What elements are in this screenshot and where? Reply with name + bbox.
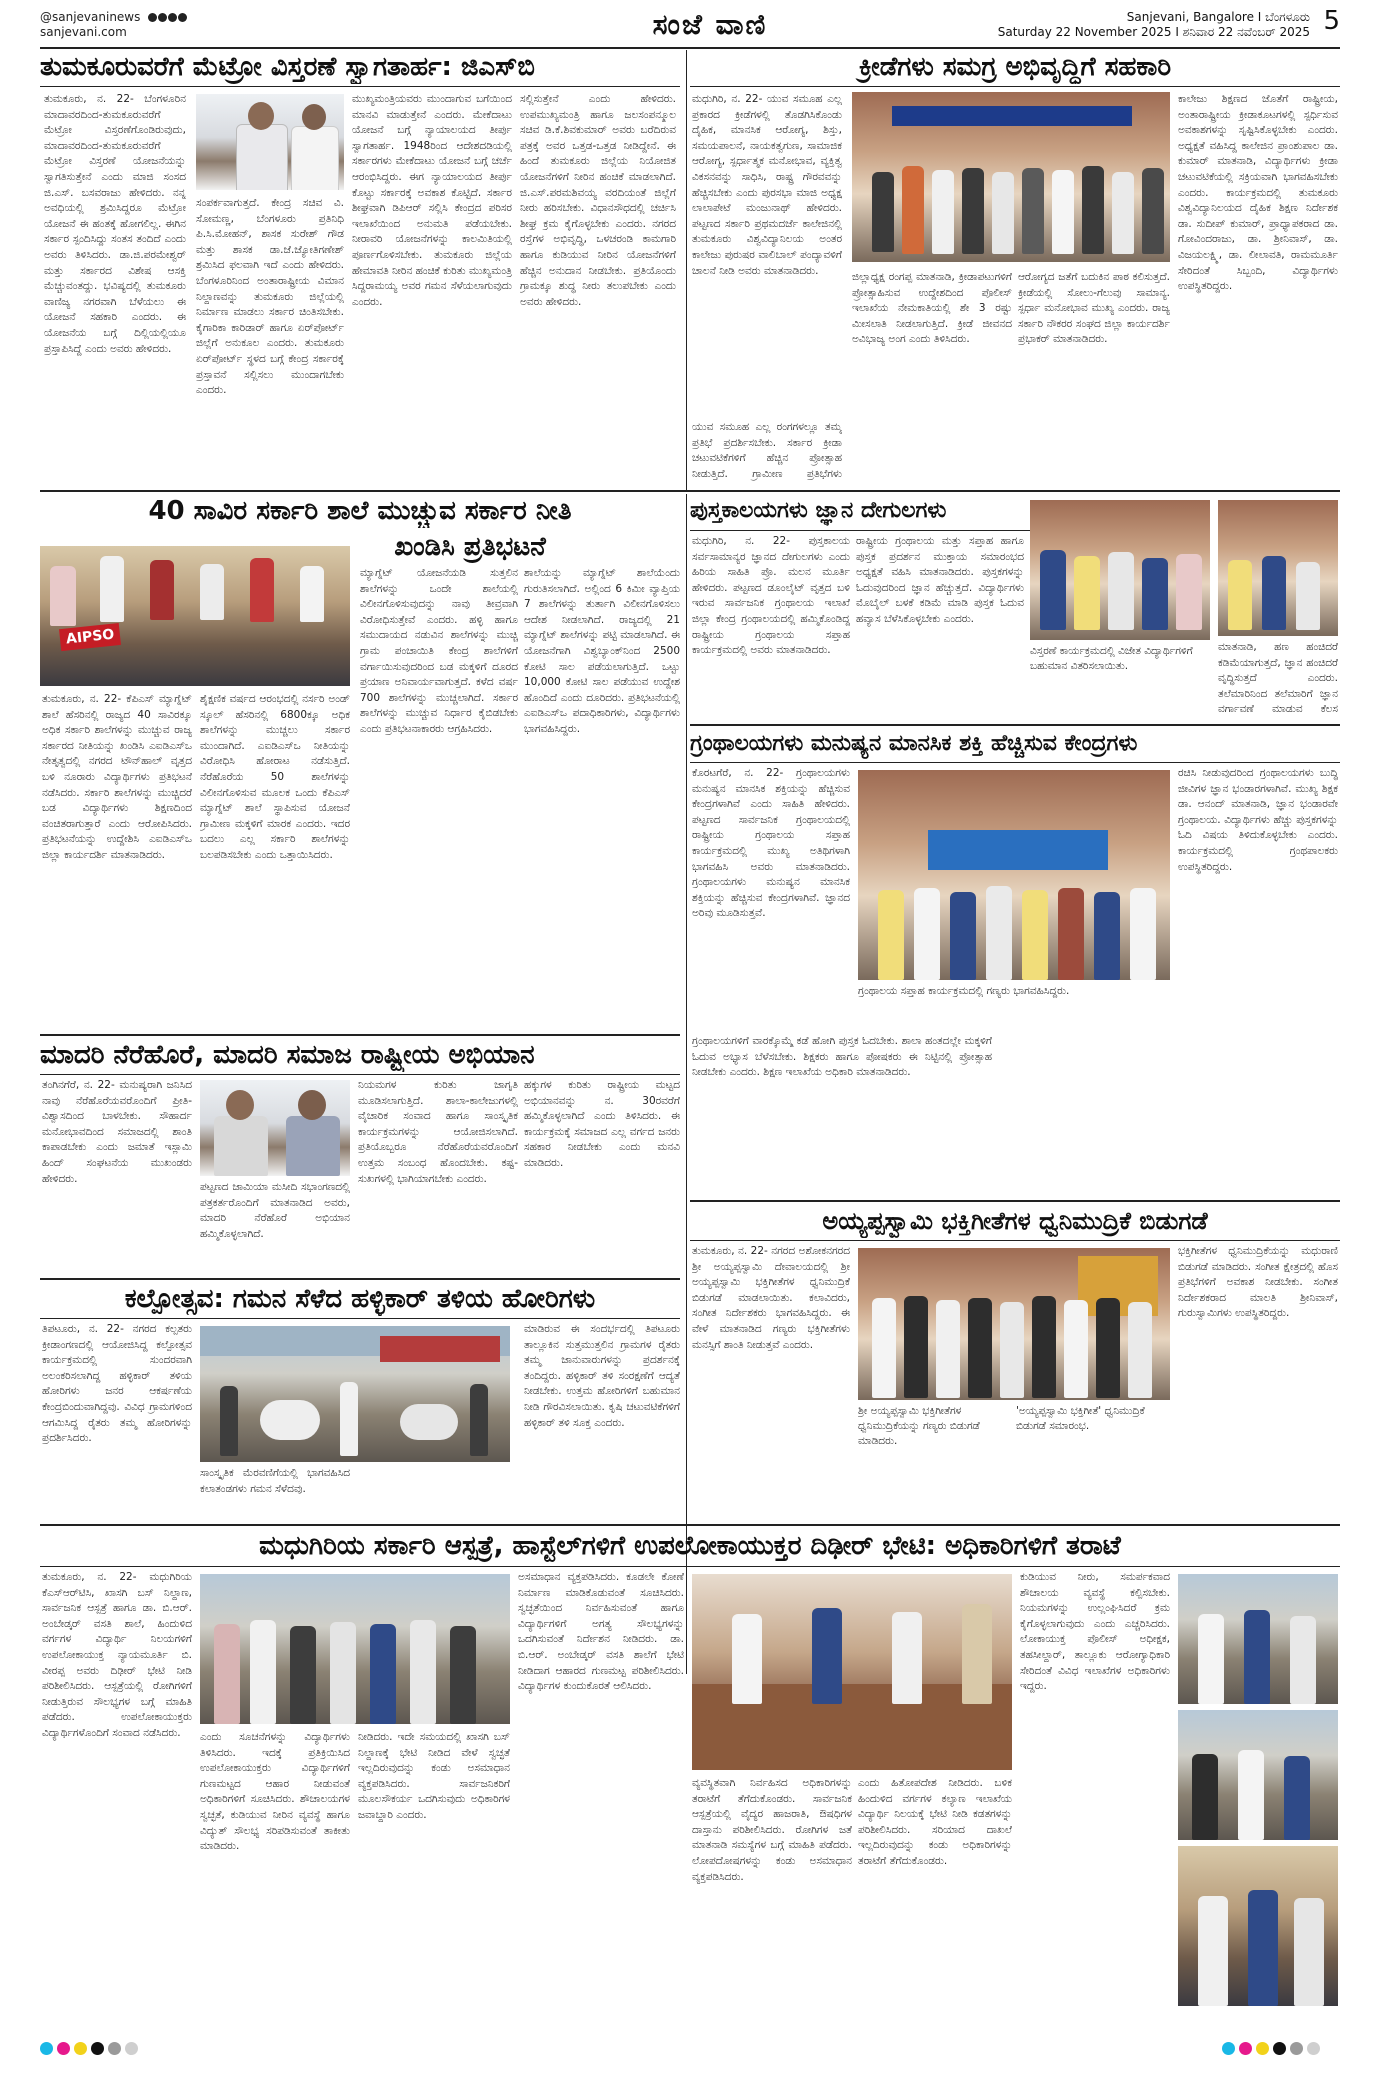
mental-col-1: ಕೊರಟಗೆರೆ, ನ. 22- ಗ್ರಂಥಾಲಯಗಳು ಮನುಷ್ಯನ ಮಾನಸಿಕ ಶಕ್ತಿಯನ್ನು ಹೆಚ್ಚಿಸುವ ಕೇಂದ್ರಗಳಾಗಿವೆ ಎಂದು ಸಾಹಿತಿ ಹೇಳಿದರು. ಪಟ್ಟಣದ ಸಾರ್ವಜನಿಕ ಗ್ರಂಥಾಲಯದಲ್ಲಿ ರಾಷ್ಟ್ರೀಯ ಗ್ರಂಥಾಲಯ ಸಪ್ತಾಹ ಕಾರ್ಯಕ್ರಮದಲ್ಲಿ ಮುಖ್ಯ ಅತಿಥಿಗಳಾಗಿ ಭಾಗವಹಿಸಿ ಅವರು ಮಾತನಾಡಿದರು. ಗ್ರಂಥಾಲಯಗಳು ಮನುಷ್ಯನ ಮಾನಸಿಕ ಶಕ್ತಿಯನ್ನು ಹೆಚ್ಚಿಸುವ ಕೇಂದ್ರಗಳಾಗಿವೆ. ಜ್ಞಾನದ ಅರಿವು ಮೂಡಿಸುತ್ತವೆ. [692, 767, 850, 920]
headline-ayyappa: ಅಯ್ಯಪ್ಪಸ್ವಾಮಿ ಭಕ್ತಿಗೀತೆಗಳ ಧ್ವನಿಮುದ್ರಿಕೆ ಬಿಡುಗಡೆ [822, 1207, 1208, 1235]
masthead-left [40, 10, 188, 40]
schools-col-4: ಶಾಲೆಯನ್ನು ಮ್ಯಾಗ್ನೆಟ್ ಶಾಲೆಯೆಂದು ಗುರುತಿಸಲಾಗಿದೆ. ಅಲ್ಲಿಂದ 6 ಕಿಮೀ ವ್ಯಾಪ್ತಿಯ 7 ಶಾಲೆಗಳನ್ನು ತುರ್ತಾಗಿ ವಿಲೀನಗೊಳಿಸಲು ಆದೇಶ ನೀಡಲಾಗಿದೆ. ರಾಜ್ಯದಲ್ಲಿ 21 ಮ್ಯಾಗ್ನೆಟ್ ಶಾಲೆಗಳನ್ನು ಪಟ್ಟಿ ಮಾಡಲಾಗಿದೆ. ಈ ಯೋಜನೆಗಾಗಿ ವಿಶ್ವಬ್ಯಾಂಕ್‌ನಿಂದ 2500 ಕೋಟಿ ಸಾಲ ಪಡೆಯಲಾಗುತ್ತಿದೆ. ಒಟ್ಟು 10,000 ಕೋಟಿ ಸಾಲ ಪಡೆಯುವ ಉದ್ದೇಶ ಹೊಂದಿದೆ ಎಂದು ದೂರಿದರು. ಪ್ರತಿಭಟನೆಯಲ್ಲಿ ಎಐಡಿಎಸ್‌ಒ ಪದಾಧಿಕಾರಿಗಳು, ವಿದ್ಯಾರ್ಥಿಗಳು ಭಾಗವಹಿಸಿದ್ದರು. [524, 567, 680, 735]
masthead [40, 8, 1340, 48]
metro-col-2: ಸಂಪರ್ಕವಾಗುತ್ತದೆ. ಕೇಂದ್ರ ಸಚಿವ ವಿ. ಸೋಮಣ್ಣ, ಬೆಂಗಳೂರು ಪ್ರತಿನಿಧಿ ಪಿ.ಸಿ.ಮೋಹನ್, ಶಾಸಕ ಸುರೇಶ್ ಗೌಡ ಮತ್ತು ಶಾಸಕ ಡಾ.ಜೆ.ಜ್ಯೋತಿಗಣೇಶ್ ಶ್ರಮಿಸಿದ ಫಲವಾಗಿ ಇದೆ ಎಂದು ಹೇಳಿದರು. ಬೆಂಗಳೂರಿನಿಂದ ಅಂತಾರಾಷ್ಟ್ರೀಯ ವಿಮಾನ ನಿಲ್ದಾಣವನ್ನು ತುಮಕೂರು ಜಿಲ್ಲೆಯಲ್ಲಿ ನಿರ್ಮಾಣ ಮಾಡಲು ಸರ್ಕಾರ ಚಿಂತಿಸಬೇಕು. ಕೈಗಾರಿಕಾ ಕಾರಿಡಾರ್ ಹಾಗೂ ಏರ್‌ಪೋರ್ಟ್ ಜಿಲ್ಲೆಗೆ ಅನುಕೂಲ ಎಂದರು. ತುಮಕೂರು ಏರ್‌ಪೋರ್ಟ್ ಸ್ಥಳದ ಬಗ್ಗೆ ಕೇಂದ್ರ ಸರ್ಕಾರಕ್ಕೆ ಪ್ರಸ್ತಾವನೆ ಸಲ್ಲಿಸಲು ಮುಂದಾಗಬೇಕು ಎಂದರು. [196, 197, 344, 397]
sports-photo [852, 92, 1170, 262]
model-col-3: ನಿಯಮಗಳ ಕುರಿತು ಜಾಗೃತಿ ಮೂಡಿಸಲಾಗುತ್ತಿದೆ. ಶಾಲಾ-ಕಾಲೇಜುಗಳಲ್ಲಿ ವೈಚಾರಿಕ ಸಂವಾದ ಹಾಗೂ ಸಾಂಸ್ಕೃತಿಕ ಕಾರ್ಯಕ್ರಮಗಳನ್ನು ಆಯೋಜಿಸಲಾಗಿದೆ. ಪ್ರತಿಯೊಬ್ಬರೂ ನೆರೆಹೊರೆಯವರೊಂದಿಗೆ ಉತ್ತಮ ಸಂಬಂಧ ಹೊಂದಬೇಕು. ಕಷ್ಟ-ಸುಖಗಳಲ್ಲಿ ಭಾಗಿಯಾಗಬೇಕು ಎಂದರು. [358, 1079, 518, 1185]
vertical-rule [686, 494, 687, 1674]
section-rule [40, 1034, 680, 1036]
hospital-photo-1 [200, 1574, 510, 1724]
vertical-rule [686, 50, 687, 490]
kalotsava-photo [200, 1326, 510, 1462]
social-icons[interactable] [148, 10, 188, 25]
sports-col-5: ಕಾಲೇಜು ಶಿಕ್ಷಣದ ಜೊತೆಗೆ ರಾಷ್ಟ್ರೀಯ, ಅಂತಾರಾಷ್ಟ್ರೀಯ ಕ್ರೀಡಾಕೂಟಗಳಲ್ಲಿ ಸ್ಪರ್ಧಿಸುವ ಅವಕಾಶಗಳನ್ನು ಸೃಷ್ಟಿಸಿಕೊಳ್ಳಬೇಕು ಎಂದರು. ಅಧ್ಯಕ್ಷತೆ ವಹಿಸಿದ್ದ ಕಾಲೇಜಿನ ಪ್ರಾಂಶುಪಾಲ ಡಾ. ಕುಮಾರ್ ಮಾತನಾಡಿ, ವಿದ್ಯಾರ್ಥಿಗಳು ಕ್ರೀಡಾ ಚಟುವಟಿಕೆಯಲ್ಲಿ ಸಕ್ರಿಯವಾಗಿ ಭಾಗವಹಿಸಬೇಕು ಎಂದರು. ಕಾರ್ಯಕ್ರಮದಲ್ಲಿ ತುಮಕೂರು ವಿಶ್ವವಿದ್ಯಾನಿಲಯದ ದೈಹಿಕ ಶಿಕ್ಷಣ ನಿರ್ದೇಶಕ ಡಾ. ಸುದೀಪ್ ಕುಮಾರ್, ಪ್ರಾಧ್ಯಾಪಕರಾದ ಡಾ. ಗೋವಿಂದರಾಜು, ಡಾ. ಶ್ರೀನಿವಾಸ್, ಡಾ. ವಿಜಯಲಕ್ಷ್ಮಿ, ಡಾ. ಲೀಲಾವತಿ, ರಾಮಮೂರ್ತಿ ಸೇರಿದಂತೆ ಸಿಬ್ಬಂದಿ, ವಿದ್ಯಾರ್ಥಿಗಳು ಉಪಸ್ಥಿತರಿದ್ದರು. [1178, 93, 1338, 293]
hospital-photo-3 [1178, 1574, 1338, 1704]
mental-photo [858, 770, 1170, 980]
hospital-photo-5 [1178, 1846, 1338, 2006]
model-photo [200, 1080, 350, 1176]
social-handle[interactable]: @sanjevaninews [40, 10, 141, 24]
dot [1290, 2042, 1303, 2055]
rule [690, 1240, 1340, 1241]
ayyappa-caption-2: 'ಅಯ್ಯಪ್ಪಸ್ವಾಮಿ ಭಕ್ತಿಗೀತೆ' ಧ್ವನಿಮುದ್ರಿಕೆ ಬಿಡುಗಡೆ ಸಮಾರಂಭ. [1016, 1405, 1145, 1432]
metro-col-1: ತುಮಕೂರು, ನ. 22- ಬೆಂಗಳೂರಿನ ಮಾದಾವರದಿಂದ-ತುಮಕೂರುವರೆಗೆ ಮೆಟ್ರೋ ವಿಸ್ತರಣೆಗೊಂಡಿರುವುದು, ಮಾದಾವರದಿಂದ-ತುಮಕೂರುವರೆಗೆ ಮೆಟ್ರೋ ವಿಸ್ತರಣೆ ಯೋಜನೆಯನ್ನು ಸ್ವಾಗತಿಸುತ್ತೇನೆ ಎಂದು ಮಾಜಿ ಸಂಸದ ಜಿ.ಎಸ್. ಬಸವರಾಜು ಹೇಳಿದರು. ನನ್ನ ಅವಧಿಯಲ್ಲಿ ಶ್ರಮಿಸಿದ್ದರೂ ಮೆಟ್ರೋ ಯೋಜನೆ ಈ ಹಂತಕ್ಕೆ ಹೋಗಲಿಲ್ಲ. ಈಗಿನ ಸರ್ಕಾರ ಸ್ಪಂದಿಸಿದ್ದು ಸಂತಸ ತಂದಿದೆ ಎಂದು ಅವರು ತಿಳಿಸಿದರು. ಡಾ.ಜಿ.ಪರಮೇಶ್ವರ್ ಮತ್ತು ಸರ್ಕಾರದ ವಿಶೇಷ ಆಸಕ್ತಿ ಮೆಚ್ಚುವಂತದ್ದು. ಭವಿಷ್ಯದಲ್ಲಿ ತುಮಕೂರು ವಾಣಿಜ್ಯ ನಗರವಾಗಿ ಬೆಳೆಯಲು ಈ ಯೋಜನೆ ಸಹಕಾರಿ ಎಂದರು. ಈ ಯೋಜನೆಯ ಬಗ್ಗೆ ದಿಲ್ಲಿಯಲ್ಲಿಯೂ ಪ್ರಸ್ತಾಪಿಸಿದ್ದೆ ಎಂದು ಅವರು ಹೇಳಿದರು. [44, 93, 186, 355]
dot [1307, 2042, 1320, 2055]
section-rule [690, 724, 1340, 726]
edition-label-kn: ಬೆಂಗಳೂರು [1265, 10, 1310, 24]
section-rule [40, 490, 1340, 492]
schools-col-1: ತುಮಕೂರು, ನ. 22- ಕೆಪಿಎಸ್ ಮ್ಯಾಗ್ನೆಟ್ ಶಾಲೆ ಹೆಸರಿನಲ್ಲಿ ರಾಜ್ಯದ 40 ಸಾವಿರಕ್ಕೂ ಅಧಿಕ ಸರ್ಕಾರಿ ಶಾಲೆಗಳನ್ನು ಮುಚ್ಚುವ ರಾಜ್ಯ ಸರ್ಕಾರದ ನೀತಿಯನ್ನು ಖಂಡಿಸಿ ಎಐಡಿಎಸ್‌ಒ ನೇತೃತ್ವದಲ್ಲಿ ನಗರದ ಟೌನ್‌ಹಾಲ್ ವೃತ್ತದ ಬಳಿ ನೂರಾರು ವಿದ್ಯಾರ್ಥಿಗಳು ಪ್ರತಿಭಟನೆ ನಡೆಸಿದರು. ಸರ್ಕಾರಿ ಶಾಲೆಗಳನ್ನು ಮುಚ್ಚಿದರೆ ಬಡ ವಿದ್ಯಾರ್ಥಿಗಳು ಶಿಕ್ಷಣದಿಂದ ವಂಚಿತರಾಗುತ್ತಾರೆ ಎಂದು ಆರೋಪಿಸಿದರು. ಪ್ರತಿಭಟನೆಯನ್ನು ಉದ್ದೇಶಿಸಿ ಎಐಡಿಎಸ್‌ಒ ಜಿಲ್ಲಾ ಕಾರ್ಯದರ್ಶಿ ಮಾತನಾಡಿದರು. [42, 693, 192, 861]
kalotsava-col-2: ಸಾಂಸ್ಕೃತಿಕ ಮೆರವಣಿಗೆಯಲ್ಲಿ ಭಾಗವಹಿಸಿದ ಕಲಾತಂಡಗಳು ಗಮನ ಸೆಳೆದವು. [200, 1467, 350, 1495]
headline-sports: ಕ್ರೀಡೆಗಳು ಸಮಗ್ರ ಅಭಿವೃದ್ಧಿಗೆ ಸಹಕಾರಿ [858, 52, 1172, 82]
library-photo-2 [1218, 500, 1338, 636]
ayyappa-col-1: ತುಮಕೂರು, ನ. 22- ನಗರದ ಅಶೋಕನಗರದ ಶ್ರೀ ಅಯ್ಯಪ್ಪಸ್ವಾಮಿ ದೇವಾಲಯದಲ್ಲಿ ಶ್ರೀ ಅಯ್ಯಪ್ಪಸ್ವಾಮಿ ಭಕ್ತಿಗೀತೆಗಳ ಧ್ವನಿಮುದ್ರಿಕೆ ಬಿಡುಗಡೆ ಮಾಡಲಾಯಿತು. ಕಲಾವಿದರು, ಸಂಗೀತ ನಿರ್ದೇಶಕರು ಭಾಗವಹಿಸಿದ್ದರು. ಈ ವೇಳೆ ಮಾತನಾಡಿದ ಗಣ್ಯರು ಭಕ್ತಿಗೀತೆಗಳು ಮನಸ್ಸಿಗೆ ಶಾಂತಿ ನೀಡುತ್ತವೆ ಎಂದರು. [692, 1245, 850, 1351]
section-rule [690, 1200, 1340, 1202]
headline-mental: ಗ್ರಂಥಾಲಯಗಳು ಮನುಷ್ಯನ ಮಾನಸಿಕ ಶಕ್ತಿ ಹೆಚ್ಚಿಸುವ ಕೇಂದ್ರಗಳು [690, 731, 1138, 756]
hospital-photo-4 [1178, 1710, 1338, 1840]
hospital-col-7: ಕುಡಿಯುವ ನೀರು, ಸಮರ್ಪಕವಾದ ಶೌಚಾಲಯ ವ್ಯವಸ್ಥೆ ಕಲ್ಪಿಸಬೇಕು. ನಿಯಮಗಳನ್ನು ಉಲ್ಲಂಘಿಸಿದರೆ ಕ್ರಮ ಕೈಗೊಳ್ಳಲಾಗುವುದು ಎಂದು ಎಚ್ಚರಿಸಿದರು. ಲೋಕಾಯುಕ್ತ ಪೊಲೀಸ್ ಅಧೀಕ್ಷಕ, ತಹಸೀಲ್ದಾರ್, ತಾಲ್ಲೂಕು ಆರೋಗ್ಯಾಧಿಕಾರಿ ಸೇರಿದಂತೆ ವಿವಿಧ ಇಲಾಖೆಗಳ ಅಧಿಕಾರಿಗಳು ಇದ್ದರು. [1020, 1571, 1170, 1693]
page-number: 5 [1323, 6, 1340, 36]
print-registration-dots-left [40, 2040, 142, 2054]
model-col-1: ತಂಗಿನಗೆರೆ, ನ. 22- ಮನುಷ್ಯರಾಗಿ ಜನಿಸಿದ ನಾವು ನೆರೆಹೊರೆಯವರೊಂದಿಗೆ ಪ್ರೀತಿ-ವಿಶ್ವಾಸದಿಂದ ಬಾಳಬೇಕು. ಸೌಹಾರ್ದ ಮನೋಭಾವದಿಂದ ಸಮಾಜದಲ್ಲಿ ಶಾಂತಿ ಕಾಪಾಡಬೇಕು ಎಂದು ಜಮಾತೆ ಇಸ್ಲಾಮಿ ಹಿಂದ್ ಸಂಘಟನೆಯ ಮುಖಂಡರು ಹೇಳಿದರು. [42, 1079, 192, 1185]
rule [690, 86, 1340, 87]
dot [1256, 2042, 1269, 2055]
twitter-icon [168, 13, 177, 22]
date-kannada: ಶನಿವಾರ 22 ನವೆಂಬರ್ 2025 [1182, 25, 1310, 39]
date-english: Saturday 22 November 2025 [997, 25, 1172, 39]
dot [57, 2042, 70, 2055]
hospital-col-1: ತುಮಕೂರು, ನ. 22- ಮಧುಗಿರಿಯ ಕೆಎಸ್‌ಆರ್‌ಟಿಸಿ, ಖಾಸಗಿ ಬಸ್ ನಿಲ್ದಾಣ, ಸಾರ್ವಜನಿಕ ಆಸ್ಪತ್ರೆ ಹಾಗೂ ಡಾ. ಬಿ.ಆರ್. ಅಂಬೇಡ್ಕರ್ ವಸತಿ ಶಾಲೆ, ಹಿಂದುಳಿದ ವರ್ಗಗಳ ವಿದ್ಯಾರ್ಥಿ ನಿಲಯಗಳಿಗೆ ಉಪಲೋಕಾಯುಕ್ತ ನ್ಯಾಯಮೂರ್ತಿ ಬಿ. ವೀರಪ್ಪ ಅವರು ದಿಢೀರ್ ಭೇಟಿ ನೀಡಿ ಪರಿಶೀಲಿಸಿದರು. ಆಸ್ಪತ್ರೆಯಲ್ಲಿ ರೋಗಿಗಳಿಗೆ ನೀಡುತ್ತಿರುವ ಸೌಲಭ್ಯಗಳ ಬಗ್ಗೆ ಮಾಹಿತಿ ಪಡೆದರು. ಉಪಲೋಕಾಯುಕ್ತರು ವಿದ್ಯಾರ್ಥಿಗಳೊಂದಿಗೆ ಸಂವಾದ ನಡೆಸಿದರು. [42, 1571, 192, 1739]
library-photo [1030, 500, 1210, 640]
edition-label: Sanjevani, Bangalore I [1126, 10, 1262, 24]
library-caption: ವಿಸ್ತರಣೆ ಕಾರ್ಯಕ್ರಮದಲ್ಲಿ ವಿಜೇತ ವಿದ್ಯಾರ್ಥಿಗಳಿಗೆ ಬಹುಮಾನ ವಿತರಿಸಲಾಯಿತು. [1030, 645, 1193, 672]
dot [1239, 2042, 1252, 2055]
newspaper-logo: ಸಂಜೆ ವಾಣಿ [652, 8, 768, 41]
library-col-1: ಮಧುಗಿರಿ, ನ. 22- ಪುಸ್ತಕಾಲಯ ಸರ್ವಸಾಮಾನ್ಯರ ಜ್ಞಾನದ ದೇಗುಲಗಳು ಎಂದು ಹಿರಿಯ ಸಾಹಿತಿ ಪ್ರೊ. ಮಲನ ಮೂರ್ತಿ ಹೇಳಿದರು. ಪಟ್ಟಣದ ಡೂಂಲೈಟ್ ವೃತ್ತದ ಬಳಿ ಇರುವ ಸಾರ್ವಜನಿಕ ಗ್ರಂಥಾಲಯ ಇಲಾಖೆ ಜಿಲ್ಲಾ ಕೇಂದ್ರ ಗ್ರಂಥಾಲಯದಲ್ಲಿ ಹಮ್ಮಿಕೊಂಡಿದ್ದ ರಾಷ್ಟ್ರೀಯ ಗ್ರಂಥಾಲಯ ಸಪ್ತಾಹ ಕಾರ್ಯಕ್ರಮದಲ್ಲಿ ಅವರು ಮಾತನಾಡಿದರು. [692, 535, 850, 657]
schools-col-2: ಶೈಕ್ಷಣಿಕ ವರ್ಷದ ಆರಂಭದಲ್ಲಿ ನರ್ಸರಿ ಅಂಡ್ ಸ್ಕೂಲ್ ಹೆಸರಿನಲ್ಲಿ 6800ಕ್ಕೂ ಅಧಿಕ ಶಾಲೆಗಳನ್ನು ಮುಚ್ಚಲು ಸರ್ಕಾರ ಮುಂದಾಗಿದೆ. ಎಐಡಿಎಸ್‌ಒ ನೀತಿಯನ್ನು ವಿರೋಧಿಸಿ ಹೋರಾಟ ನಡೆಸುತ್ತಿದೆ. ನೆರೆಹೊರೆಯ 50 ಶಾಲೆಗಳನ್ನು ವಿಲೀನಗೊಳಿಸುವ ಮೂಲಕ ಒಂದು ಕೆಪಿಎಸ್ ಮ್ಯಾಗ್ನೆಟ್ ಶಾಲೆ ಸ್ಥಾಪಿಸುವ ಯೋಜನೆ ಗ್ರಾಮೀಣ ಮಕ್ಕಳಿಗೆ ಮಾರಕ ಎಂದರು. ಇದರ ಬದಲು ಎಲ್ಲ ಸರ್ಕಾರಿ ಶಾಲೆಗಳನ್ನು ಬಲಪಡಿಸಬೇಕು ಎಂದು ಒತ್ತಾಯಿಸಿದರು. [200, 693, 350, 861]
sports-col-2: ಯುವ ಸಮೂಹ ಎಲ್ಲ ರಂಗಗಳಲ್ಲೂ ತಮ್ಮ ಪ್ರತಿಭೆ ಪ್ರದರ್ಶಿಸಬೇಕು. ಸರ್ಕಾರ ಕ್ರೀಡಾ ಚಟುವಟಿಕೆಗಳಿಗೆ ಹೆಚ್ಚಿನ ಪ್ರೋತ್ಸಾಹ ನೀಡುತ್ತಿದೆ. ಗ್ರಾಮೀಣ ಪ್ರತಿಭೆಗಳು [692, 421, 842, 480]
rule [690, 762, 1340, 763]
protest-banner: AIPSO [59, 623, 121, 651]
kalotsava-col-3: ಮಾಡಿರುವ ಈ ಸಂದರ್ಭದಲ್ಲಿ ತಿಪಟೂರು ತಾಲ್ಲೂಕಿನ ಸುತ್ತಮುತ್ತಲಿನ ಗ್ರಾಮಗಳ ರೈತರು ತಮ್ಮ ಜಾನುವಾರುಗಳನ್ನು ಪ್ರದರ್ಶನಕ್ಕೆ ತಂದಿದ್ದರು. ಹಳ್ಳಿಕಾರ್ ತಳಿ ಸಂರಕ್ಷಣೆಗೆ ಆದ್ಯತೆ ನೀಡಬೇಕು. ಉತ್ತಮ ಹೋರಿಗಳಿಗೆ ಬಹುಮಾನ ನೀಡಿ ಗೌರವಿಸಲಾಯಿತು. ಕೃಷಿ ಚಟುವಟಿಕೆಗಳಿಗೆ ಹಳ್ಳಿಕಾರ್ ತಳಿ ಸೂಕ್ತ ಎಂದರು. [524, 1323, 680, 1429]
hospital-photo-2 [692, 1574, 1012, 1770]
rule [40, 86, 680, 87]
schools-protest-photo [40, 546, 350, 686]
ayyappa-col-2: ಭಕ್ತಿಗೀತೆಗಳ ಧ್ವನಿಮುದ್ರಿಕೆಯನ್ನು ಮಧುರಾಣಿ ಬಿಡುಗಡೆ ಮಾಡಿದರು. ಸಂಗೀತ ಕ್ಷೇತ್ರದಲ್ಲಿ ಹೊಸ ಪ್ರತಿಭೆಗಳಿಗೆ ಅವಕಾಶ ನೀಡಬೇಕು. ಸಂಗೀತ ನಿರ್ದೇಶಕರಾದ ಮಾಲತಿ ಶ್ರೀನಿವಾಸ್, ಗುರುಸ್ವಾಮಿಗಳು ಉಪಸ್ಥಿತರಿದ್ದರು. [1178, 1245, 1338, 1320]
metro-col-3: ಮುಖ್ಯಮಂತ್ರಿಯವರು ಮುಂದಾಗುವ ಬಗೆಯಿಂದ ಮಾನವಿ ಮಾಡುತ್ತೇನೆ ಎಂದರು. ಮೇಕೆದಾಟು ಯೋಜನೆ ಬಗ್ಗೆ ನ್ಯಾಯಾಲಯದ ತೀರ್ಪು ಸ್ವಾಗತಾರ್ಹ. 1948ರಿಂದ ಆದೇಶದಡಿಯಲ್ಲಿ ಸರ್ಕಾರಗಳು ಮೇಕೆದಾಟು ಯೋಜನೆ ಬಗ್ಗೆ ಚರ್ಚೆ ಆರಂಭಿಸಿದ್ದರು. ಈಗ ನ್ಯಾಯಾಲಯದ ತೀರ್ಪು ಕೊಟ್ಟು ಸರ್ಕಾರಕ್ಕೆ ಅವಕಾಶ ಕೊಟ್ಟಿದೆ. ಸರ್ಕಾರ ಶೀಘ್ರವಾಗಿ ಡಿಪಿಆರ್ ಸಲ್ಲಿಸಿ ಕೇಂದ್ರದ ಪರಿಸರ ಇಲಾಖೆಯಿಂದ ಅನುಮತಿ ಪಡೆಯಬೇಕು. ನೀರಾವರಿ ಯೋಜನೆಗಳನ್ನು ಕಾಲಮಿತಿಯಲ್ಲಿ ಪೂರ್ಣಗೊಳಿಸಬೇಕು. ತುಮಕೂರು ಜಿಲ್ಲೆಯ ಹೇಮಾವತಿ ನೀರಿನ ಹಂಚಿಕೆ ಕುರಿತು ಮುಖ್ಯಮಂತ್ರಿ ಸಿದ್ದರಾಮಯ್ಯ ಅವರ ಗಮನ ಸೆಳೆಯಲಾಗುವುದು ಎಂದರು. [352, 93, 512, 308]
dot [1222, 2042, 1235, 2055]
ayyappa-caption-1: ಶ್ರೀ ಅಯ್ಯಪ್ಪಸ್ವಾಮಿ ಭಕ್ತಿಗೀತೆಗಳ ಧ್ವನಿಮುದ್ರಿಕೆಯನ್ನು ಗಣ್ಯರು ಬಿಡುಗಡೆ ಮಾಡಿದರು. [858, 1405, 980, 1447]
dot [108, 2042, 121, 2055]
dot [74, 2042, 87, 2055]
dot [1273, 2042, 1286, 2055]
headline-library: ಪುಸ್ತಕಾಲಯಗಳು ಜ್ಞಾನ ದೇಗುಲಗಳು [690, 498, 947, 523]
mental-col-3: ರಚಿಸಿ ನೀಡುವುದರಿಂದ ಗ್ರಂಥಾಲಯಗಳು ಬುದ್ಧಿ ಜೀವಿಗಳ ಜ್ಞಾನ ಭಂಡಾರಗಳಾಗಿವೆ. ಮುಖ್ಯ ಶಿಕ್ಷಕ ಡಾ. ಆನಂದ್ ಮಾತನಾಡಿ, ಜ್ಞಾನ ಭಂಡಾರವೇ ಗ್ರಂಥಾಲಯ. ವಿದ್ಯಾರ್ಥಿಗಳು ಹೆಚ್ಚು ಪುಸ್ತಕಗಳನ್ನು ಓದಿ ವಿಷಯ ತಿಳಿದುಕೊಳ್ಳಬೇಕು ಎಂದರು. ಕಾರ್ಯಕ್ರಮದಲ್ಲಿ ಗ್ರಂಥಪಾಲಕರು ಉಪಸ್ಥಿತರಿದ್ದರು. [1178, 767, 1338, 873]
dot [40, 2042, 53, 2055]
hospital-col-5: ವ್ಯವಸ್ಥಿತವಾಗಿ ನಿರ್ವಹಿಸದ ಅಧಿಕಾರಿಗಳನ್ನು ತರಾಟೆಗೆ ತೆಗೆದುಕೊಂಡರು. ಸಾರ್ವಜನಿಕ ಆಸ್ಪತ್ರೆಯಲ್ಲಿ ವೈದ್ಯರ ಹಾಜರಾತಿ, ಔಷಧಿಗಳ ದಾಸ್ತಾನು ಪರಿಶೀಲಿಸಿದರು. ರೋಗಿಗಳ ಜತೆ ಮಾತನಾಡಿ ಸಮಸ್ಯೆಗಳ ಬಗ್ಗೆ ಮಾಹಿತಿ ಪಡೆದರು. ಲೋಪದೋಷಗಳನ್ನು ಕಂಡು ಅಸಮಾಧಾನ ವ್ಯಕ್ತಪಡಿಸಿದರು. [692, 1777, 852, 1883]
schools-col-3: ಮ್ಯಾಗ್ನೆಟ್ ಯೋಜನೆಯಡಿ ಸುತ್ತಲಿನ ಶಾಲೆಗಳನ್ನು ಒಂದೇ ಶಾಲೆಯಲ್ಲಿ ವಿಲೀನಗೊಳಿಸುವುದನ್ನು ನಾವು ತೀವ್ರವಾಗಿ ವಿರೋಧಿಸುತ್ತೇವೆ ಎಂದರು. ಹಳ್ಳಿ ಹಾಗೂ ಸಮುದಾಯದ ನಡುವಿನ ಶಾಲೆಗಳನ್ನು ಮುಚ್ಚಿ ಗ್ರಾಮ ಪಂಚಾಯಿತಿ ಕೇಂದ್ರ ಶಾಲೆಗಳಿಗೆ ವರ್ಗಾಯಿಸುವುದರಿಂದ ಬಡ ಮಕ್ಕಳಿಗೆ ದೂರದ ಪ್ರಯಾಣ ಅನಿವಾರ್ಯವಾಗುತ್ತದೆ. ಕಳೆದ ವರ್ಷ 700 ಶಾಲೆಗಳನ್ನು ಮುಚ್ಚಲಾಗಿದೆ. ಸರ್ಕಾರ ಶಾಲೆಗಳನ್ನು ಮುಚ್ಚುವ ನಿರ್ಧಾರ ಕೈಬಿಡಬೇಕು ಎಂದು ಪ್ರತಿಭಟನಾಕಾರರು ಆಗ್ರಹಿಸಿದರು. [360, 567, 518, 735]
rule [40, 1566, 1340, 1567]
rule [40, 1074, 680, 1075]
hospital-col-6: ಎಂದು ಹಿತೋಪದೇಶ ನೀಡಿದರು. ಬಳಿಕ ಹಿಂದುಳಿದ ವರ್ಗಗಳ ಕಲ್ಯಾಣ ಇಲಾಖೆಯ ವಿದ್ಯಾರ್ಥಿ ನಿಲಯಕ್ಕೆ ಭೇಟಿ ನೀಡಿ ಕಡತಗಳನ್ನು ಪರಿಶೀಲಿಸಿದರು. ಸರಿಯಾದ ದಾಖಲೆ ಇಲ್ಲದಿರುವುದನ್ನು ಕಂಡು ಅಧಿಕಾರಿಗಳನ್ನು ತರಾಟೆಗೆ ತೆಗೆದುಕೊಂಡರು. [858, 1777, 1012, 1867]
library-col-3: ಮಾತನಾಡಿ, ಹಣ ಹಂಚಿದರೆ ಕಡಿಮೆಯಾಗುತ್ತದೆ, ಜ್ಞಾನ ಹಂಚಿದರೆ ವೃದ್ಧಿಸುತ್ತದೆ ಎಂದರು. ತಲೆಮಾರಿನಿಂದ ತಲೆಮಾರಿಗೆ ಜ್ಞಾನ ವರ್ಗಾವಣೆ ಮಾಡುವ ಕೆಲಸ [1218, 641, 1338, 716]
rule [40, 1318, 680, 1319]
mental-col-2: ಗ್ರಂಥಾಲಯಗಳಿಗೆ ವಾರಕ್ಕೊಮ್ಮೆ ಕಡೆ ಹೋಗಿ ಪುಸ್ತಕ ಓದಬೇಕು. ಶಾಲಾ ಹಂತದಲ್ಲೇ ಮಕ್ಕಳಿಗೆ ಓದುವ ಅಭ್ಯಾಸ ಬೆಳೆಸಬೇಕು. ಶಿಕ್ಷಕರು ಹಾಗೂ ಪೋಷಕರು ಈ ನಿಟ್ಟಿನಲ್ಲಿ ಪ್ರೋತ್ಸಾಹ ನೀಡಬೇಕು ಎಂದರು. ಶಿಕ್ಷಣ ಇಲಾಖೆಯ ಅಧಿಕಾರಿ ಮಾತನಾಡಿದರು. [692, 1035, 992, 1079]
model-col-4: ಹಕ್ಕುಗಳ ಕುರಿತು ರಾಷ್ಟ್ರೀಯ ಮಟ್ಟದ ಅಭಿಯಾನವನ್ನು ನ. 30ರವರೆಗೆ ಹಮ್ಮಿಕೊಳ್ಳಲಾಗಿದೆ ಎಂದು ತಿಳಿಸಿದರು. ಈ ಕಾರ್ಯಕ್ರಮಕ್ಕೆ ಸಮಾಜದ ಎಲ್ಲ ವರ್ಗದ ಜನರು ಸಹಕಾರ ನೀಡಬೇಕು ಎಂದು ಮನವಿ ಮಾಡಿದರು. [524, 1079, 680, 1169]
headline-schools-2: ಖಂಡಿಸಿ ಪ್ರತಿಭಟನೆ [394, 532, 546, 562]
section-rule [40, 1278, 680, 1280]
headline-schools-1: 40 ಸಾವಿರ ಸರ್ಕಾರಿ ಶಾಲೆ ಮುಚ್ಚುವ ಸರ್ಕಾರ ನೀತಿ [148, 496, 572, 526]
headline-metro: ತುಮಕೂರುವರೆಗೆ ಮೆಟ್ರೋ ವಿಸ್ತರಣೆ ಸ್ವಾಗತಾರ್ಹ: ಜಿಎಸ್‌ಬಿ [40, 52, 535, 82]
kalotsava-col-1: ತಿಪಟೂರು, ನ. 22- ನಗರದ ಕಲ್ಪತರು ಕ್ರೀಡಾಂಗಣದಲ್ಲಿ ಆಯೋಜಿಸಿದ್ದ ಕಲ್ಪೋತ್ಸವ ಕಾರ್ಯಕ್ರಮದಲ್ಲಿ ಸುಂದರವಾಗಿ ಅಲಂಕರಿಸಲಾಗಿದ್ದ ಹಳ್ಳಿಕಾರ್ ತಳಿಯ ಹೋರಿಗಳು ಜನರ ಆಕರ್ಷಣೆಯ ಕೇಂದ್ರಬಿಂದುವಾಗಿದ್ದವು. ವಿವಿಧ ಗ್ರಾಮಗಳಿಂದ ಆಗಮಿಸಿದ್ದ ರೈತರು ತಮ್ಮ ಹೋರಿಗಳನ್ನು ಪ್ರದರ್ಶಿಸಿದರು. [42, 1323, 192, 1445]
section-rule [40, 1524, 1340, 1526]
masthead-rule [40, 47, 1340, 49]
mental-caption: ಗ್ರಂಥಾಲಯ ಸಪ್ತಾಹ ಕಾರ್ಯಕ್ರಮದಲ್ಲಿ ಗಣ್ಯರು ಭಾಗವಹಿಸಿದ್ದರು. [858, 985, 1070, 997]
headline-kalotsava: ಕಲ್ಪೋತ್ಸವ: ಗಮನ ಸೆಳೆದ ಹಳ್ಳಿಕಾರ್ ತಳಿಯ ಹೋರಿಗಳು [124, 1284, 596, 1314]
ayyappa-photo [858, 1248, 1170, 1400]
site-url[interactable]: sanjevani.com [40, 25, 127, 39]
instagram-icon [158, 13, 167, 22]
headline-hospital: ಮಧುಗಿರಿಯ ಸರ್ಕಾರಿ ಆಸ್ಪತ್ರೆ, ಹಾಸ್ಟೆಲ್‌ಗಳಿಗೆ ಉಪಲೋಕಾಯುಕ್ತರ ದಿಢೀರ್ ಭೇಟಿ: ಅಧಿಕಾರಿಗಳಿಗೆ ತರಾಟೆ [259, 1531, 1121, 1561]
sports-col-1: ಮಧುಗಿರಿ, ನ. 22- ಯುವ ಸಮೂಹ ಎಲ್ಲ ಪ್ರಕಾರದ ಕ್ರೀಡೆಗಳಲ್ಲಿ ತೊಡಗಿಸಿಕೊಂಡು ದೈಹಿಕ, ಮಾನಸಿಕ ಆರೋಗ್ಯ, ಶಿಸ್ತು, ಸಮಯಪಾಲನೆ, ನಾಯಕತ್ವಗುಣ, ಸಾಮಾಜಿಕ ಆರೋಗ್ಯ, ಸ್ಪರ್ಧಾತ್ಮಕ ಮನೋಭಾವ, ವ್ಯಕ್ತಿತ್ವ ವಿಕಸನವನ್ನು ಸಾಧಿಸಿ, ರಾಷ್ಟ್ರ ಗೌರವವನ್ನು ಹೆಚ್ಚಿಸಬೇಕು ಎಂದು ಪುರಸಭಾ ಮಾಜಿ ಅಧ್ಯಕ್ಷ ಲಾಲಾಪೇಟೆ ಮಂಜುನಾಥ್ ಹೇಳಿದರು. ಪಟ್ಟಣದ ಸರ್ಕಾರಿ ಪ್ರಥಮದರ್ಜೆ ಕಾಲೇಜಿನಲ್ಲಿ ತುಮಕೂರು ವಿಶ್ವವಿದ್ಯಾನಿಲಯ ಅಂತರ ಕಾಲೇಜು ಪುರುಷರ ವಾಲಿಬಾಲ್ ಪಂದ್ಯಾವಳಿಗೆ ಚಾಲನೆ ನೀಡಿ ಅವರು ಮಾತನಾಡಿದರು. [692, 93, 842, 277]
hospital-col-2: ಎಂದು ಸೂಚನೆಗಳನ್ನು ವಿದ್ಯಾರ್ಥಿಗಳು ತಿಳಿಸಿದರು. ಇದಕ್ಕೆ ಪ್ರತಿಕ್ರಿಯಿಸಿದ ಉಪಲೋಕಾಯುಕ್ತರು ವಿದ್ಯಾರ್ಥಿಗಳಿಗೆ ಗುಣಮಟ್ಟದ ಆಹಾರ ನೀಡುವಂತೆ ಅಧಿಕಾರಿಗಳಿಗೆ ಸೂಚಿಸಿದರು. ಶೌಚಾಲಯಗಳ ಸ್ವಚ್ಛತೆ, ಕುಡಿಯುವ ನೀರಿನ ವ್ಯವಸ್ಥೆ ಹಾಗೂ ವಿದ್ಯುತ್ ಸೌಲಭ್ಯ ಸರಿಪಡಿಸುವಂತೆ ತಾಕೀತು ಮಾಡಿದರು. [200, 1731, 350, 1853]
metro-col-4: ಸಲ್ಲಿಸುತ್ತೇನೆ ಎಂದು ಹೇಳಿದರು. ಉಪಮುಖ್ಯಮಂತ್ರಿ ಹಾಗೂ ಜಲಸಂಪನ್ಮೂಲ ಸಚಿವ ಡಿ.ಕೆ.ಶಿವಕುಮಾರ್ ಅವರು ಬರೆದಿರುವ ಪತ್ರಕ್ಕೆ ಅವರ ಒತ್ತಡ-ಒತ್ತಡ ನೀಡಿದ್ದೇನೆ. ಈ ಹಿಂದೆ ತುಮಕೂರು ಜಿಲ್ಲೆಯ ನಿಯೋಜಿತ ಯೋಜನೆಗಳಿಗೆ ನೀರಿನ ಹಂಚಿಕೆ ಮಾಡಲಾಗಿದೆ. ಜಿ.ಎಸ್.ಪರಮಶಿವಯ್ಯ ವರದಿಯಂತೆ ಜಿಲ್ಲೆಗೆ ನೀರು ಹರಿಸಬೇಕು. ವಿಧಾನಸೌಧದಲ್ಲಿ ಚರ್ಚಿಸಿ ಶೀಘ್ರ ಕ್ರಮ ಕೈಗೊಳ್ಳಬೇಕು ಎಂದರು. ನಗರದ ರಸ್ತೆಗಳ ಅಭಿವೃದ್ಧಿ, ಒಳಚರಂಡಿ ಕಾಮಗಾರಿ ಹಾಗೂ ಕುಡಿಯುವ ನೀರಿನ ಯೋಜನೆಗಳಿಗೆ ಹೆಚ್ಚಿನ ಅನುದಾನ ನೀಡಬೇಕು. ಪ್ರತಿಯೊಂದು ಗ್ರಾಮಕ್ಕೂ ಶುದ್ಧ ನೀರು ತಲುಪಬೇಕು ಎಂದು ಅವರು ಹೇಳಿದರು. [520, 93, 676, 308]
masthead-right: Sanjevani, Bangalore I ಬೆಂಗಳೂರು Saturday 22 November 2025 I ಶನಿವಾರ 22 ನವೆಂಬರ್ 2025 [997, 10, 1310, 39]
hospital-col-4: ಅಸಮಾಧಾನ ವ್ಯಕ್ತಪಡಿಸಿದರು. ಕೂಡಲೇ ಕೋಣೆ ನಿರ್ಮಾಣ ಮಾಡಿಕೊಡುವಂತೆ ಸೂಚಿಸಿದರು. ಸ್ವಚ್ಛತೆಯಿಂದ ನಿರ್ವಹಿಸುವಂತೆ ಹಾಗೂ ವಿದ್ಯಾರ್ಥಿಗಳಿಗೆ ಅಗತ್ಯ ಸೌಲಭ್ಯಗಳನ್ನು ಒದಗಿಸುವಂತೆ ನಿರ್ದೇಶನ ನೀಡಿದರು. ಡಾ. ಬಿ.ಆರ್. ಅಂಬೇಡ್ಕರ್ ವಸತಿ ಶಾಲೆಗೆ ಭೇಟಿ ನೀಡಿದಾಗ ಆಹಾರದ ಗುಣಮಟ್ಟ ಪರಿಶೀಲಿಸಿದರು. ವಿದ್ಯಾರ್ಥಿಗಳ ಕುಂದುಕೊರತೆ ಆಲಿಸಿದರು. [518, 1571, 684, 1693]
rule [690, 530, 1030, 531]
headline-model: ಮಾದರಿ ನೆರೆಹೊರೆ, ಮಾದರಿ ಸಮಾಜ ರಾಷ್ಟ್ರೀಯ ಅಭಿಯಾನ [40, 1040, 535, 1070]
sports-col-3: ಜಿಲ್ಲಾಧ್ಯಕ್ಷ ರಂಗಪ್ಪ ಮಾತನಾಡಿ, ಕ್ರೀಡಾಪಟುಗಳಿಗೆ ಪ್ರೋತ್ಸಾಹಿಸುವ ಉದ್ದೇಶದಿಂದ ಪೊಲೀಸ್ ಇಲಾಖೆಯ ನೇಮಕಾತಿಯಲ್ಲಿ ಶೇ 3 ರಷ್ಟು ಮೀಸಲಾತಿ ನೀಡಲಾಗುತ್ತಿದೆ. ಕ್ರೀಡೆ ಜೀವನದ ಅವಿಭಾಜ್ಯ ಅಂಗ ಎಂದು ತಿಳಿಸಿದರು. [852, 271, 1012, 346]
facebook-icon [148, 13, 157, 22]
dot [125, 2042, 138, 2055]
dot [91, 2042, 104, 2055]
sports-col-4: ಆರೋಗ್ಯದ ಜತೆಗೆ ಬದುಕಿನ ಪಾಠ ಕಲಿಸುತ್ತದೆ. ಕ್ರೀಡೆಯಲ್ಲಿ ಸೋಲು-ಗೆಲುವು ಸಾಮಾನ್ಯ. ಸ್ಪರ್ಧಾ ಮನೋಭಾವ ಮುಖ್ಯ ಎಂದರು. ರಾಜ್ಯ ಸರ್ಕಾರಿ ನೌಕರರ ಸಂಘದ ಜಿಲ್ಲಾ ಕಾರ್ಯದರ್ಶಿ ಪ್ರಭಾಕರ್ ಮಾತನಾಡಿದರು. [1018, 271, 1170, 346]
print-registration-dots-right [1222, 2040, 1324, 2054]
model-col-2: ಪಟ್ಟಣದ ಜಾಮಿಯಾ ಮಸೀದಿ ಸಭಾಂಗಣದಲ್ಲಿ ಪತ್ರಕರ್ತರೊಂದಿಗೆ ಮಾತನಾಡಿದ ಅವರು, ಮಾದರಿ ನೆರೆಹೊರೆ ಅಭಿಯಾನ ಹಮ್ಮಿಕೊಳ್ಳಲಾಗಿದೆ. [200, 1181, 350, 1240]
hospital-col-3: ನೀಡಿದರು. ಇದೇ ಸಮಯದಲ್ಲಿ ಖಾಸಗಿ ಬಸ್ ನಿಲ್ದಾಣಕ್ಕೆ ಭೇಟಿ ನೀಡಿದ ವೇಳೆ ಸ್ವಚ್ಛತೆ ಇಲ್ಲದಿರುವುದನ್ನು ಕಂಡು ಅಸಮಾಧಾನ ವ್ಯಕ್ತಪಡಿಸಿದರು. ಸಾರ್ವಜನಿಕರಿಗೆ ಮೂಲಸೌಕರ್ಯ ಒದಗಿಸುವುದು ಅಧಿಕಾರಿಗಳ ಜವಾಬ್ದಾರಿ ಎಂದರು. [358, 1731, 510, 1821]
youtube-icon [178, 13, 187, 22]
metro-photo-portrait [196, 94, 344, 190]
library-col-2: ರಾಷ್ಟ್ರೀಯ ಗ್ರಂಥಾಲಯ ಮತ್ತು ಸಪ್ತಾಹ ಹಾಗೂ ಪುಸ್ತಕ ಪ್ರದರ್ಶನ ಮುಕ್ತಾಯ ಸಮಾರಂಭದ ಅಧ್ಯಕ್ಷತೆ ವಹಿಸಿ ಮಾತನಾಡಿದರು. ಪುಸ್ತಕಗಳನ್ನು ಓದುವುದರಿಂದ ಜ್ಞಾನ ಹೆಚ್ಚುತ್ತದೆ. ವಿದ್ಯಾರ್ಥಿಗಳು ಮೊಬೈಲ್ ಬಳಕೆ ಕಡಿಮೆ ಮಾಡಿ ಪುಸ್ತಕ ಓದುವ ಹವ್ಯಾಸ ಬೆಳೆಸಿಕೊಳ್ಳಬೇಕು ಎಂದರು. [856, 535, 1024, 625]
